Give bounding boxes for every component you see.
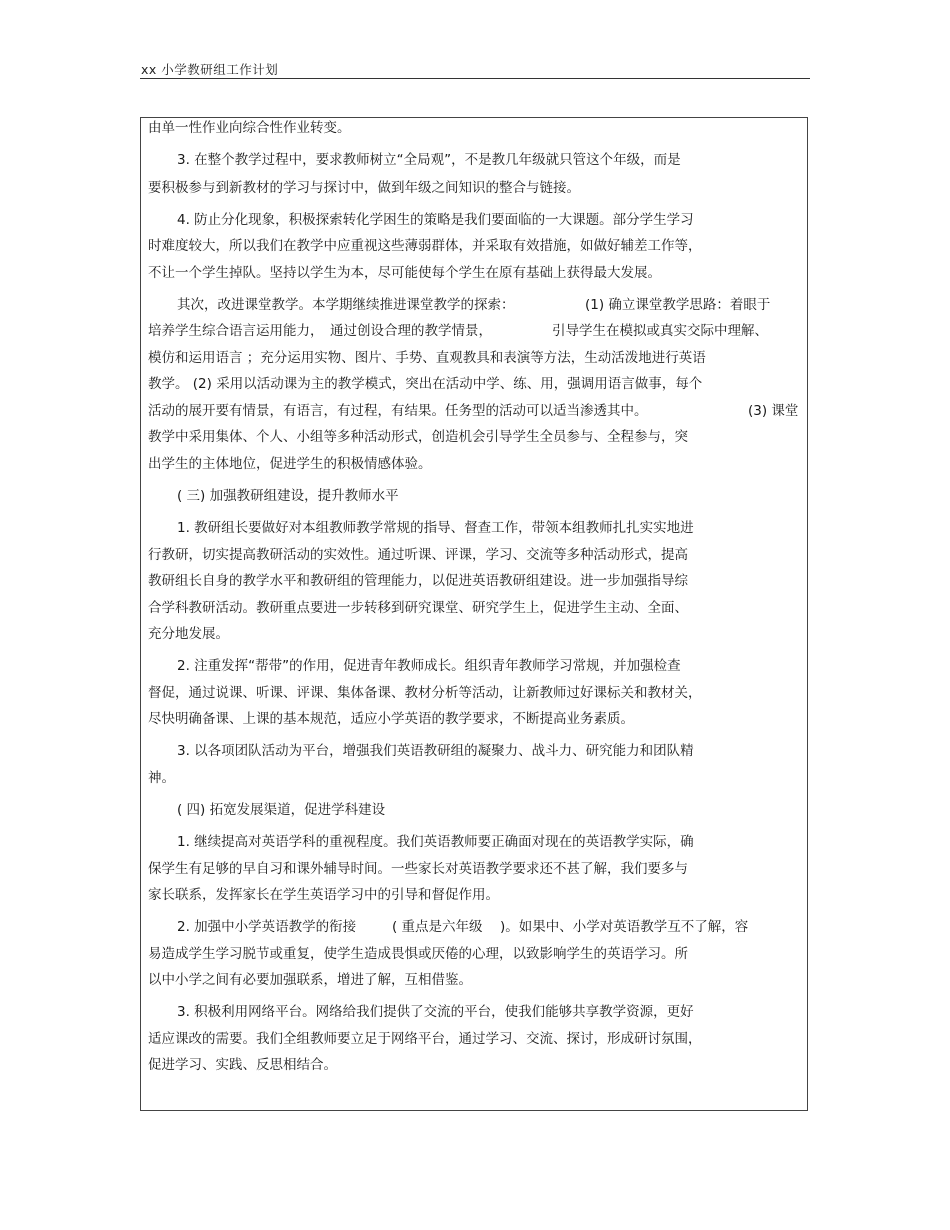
text-line: 2. 加强中小学英语教学的衔接 bbox=[177, 919, 357, 935]
text-line: 由单一性作业向综合性作业转变。 bbox=[148, 120, 351, 136]
text-line: 行教研，切实提高教研活动的实效性。通过听课、评课，学习、交流等多种活动形式，提高 bbox=[148, 547, 688, 563]
text-line: 以中小学之间有必要加强联系，增进了解，互相借鉴。 bbox=[148, 972, 472, 988]
text-line: 出学生的主体地位，促进学生的积极情感体验。 bbox=[148, 456, 432, 472]
text-line: 1. 继续提高对英语学科的重视程度。我们英语教师要正确面对现在的英语教学实际，确 bbox=[177, 834, 694, 850]
text-line: 尽快明确备课、上课的基本规范，适应小学英语的教学要求，不断提高业务素质。 bbox=[148, 711, 634, 727]
text-line: 教学。 (2) 采用以活动课为主的教学模式，突出在活动中学、练、用，强调用语言做事，每个 bbox=[148, 376, 703, 392]
text-line: 适应课改的需要。我们全组教师要立足于网络平台，通过学习、交流、探讨，形成研讨氛围， bbox=[148, 1031, 702, 1047]
text-line: 不让一个学生掉队。坚持以学生为本，尽可能使每个学生在原有基础上获得最大发展。 bbox=[148, 265, 661, 281]
text-line: 教研组长自身的教学水平和教研组的管理能力，以促进英语教研组建设。进一步加强指导综 bbox=[148, 573, 688, 589]
text-line: ( 三) 加强教研组建设，提升教师水平 bbox=[177, 488, 399, 504]
text-line: 时难度较大，所以我们在教学中应重视这些薄弱群体，并采取有效措施，如做好辅差工作等， bbox=[148, 238, 702, 254]
text-line: 2. 注重发挥“帮带”的作用，促进青年教师成长。组织青年教师学习常规，并加强检查 bbox=[177, 658, 681, 674]
text-line: 3. 在整个教学过程中，要求教师树立“全局观”，不是教几年级就只管这个年级，而是 bbox=[177, 152, 681, 168]
text-line: 督促，通过说课、听课、评课、集体备课、教材分析等活动，让新教师过好课标关和教材关， bbox=[148, 685, 702, 701]
text-line: (3) 课堂 bbox=[748, 403, 799, 419]
text-line: ( 重点是六年级 bbox=[392, 919, 483, 935]
text-line: 活动的展开要有情景，有语言，有过程，有结果。任务型的活动可以适当渗透其中。 bbox=[148, 403, 648, 419]
text-line: ( 四) 拓宽发展渠道，促进学科建设 bbox=[177, 802, 386, 818]
text-line: 3. 以各项团队活动为平台，增强我们英语教研组的凝聚力、战斗力、研究能力和团队精 bbox=[177, 743, 694, 759]
text-line: 培养学生综合语言运用能力， bbox=[148, 323, 324, 339]
text-line: 通过创设合理的教学情景， bbox=[330, 323, 492, 339]
text-line: 充分地发展。 bbox=[148, 626, 229, 642]
header-divider bbox=[140, 78, 810, 79]
text-line: 引导学生在模拟或真实交际中理解、 bbox=[552, 323, 768, 339]
text-line: 教学中采用集体、个人、小组等多种活动形式，创造机会引导学生全员参与、全程参与，突 bbox=[148, 429, 688, 445]
text-line: (1) 确立课堂教学思路：着眼于 bbox=[585, 297, 771, 313]
text-line: 3. 积极利用网络平台。网络给我们提供了交流的平台，使我们能够共享教学资源，更好 bbox=[177, 1004, 694, 1020]
text-line: 合学科教研活动。教研重点要进一步转移到研究课堂、研究学生上，促进学生主动、全面、 bbox=[148, 600, 688, 616]
text-line: 1. 教研组长要做好对本组教师教学常规的指导、督查工作，带领本组教师扎扎实实地进 bbox=[177, 520, 694, 536]
text-line: 要积极参与到新教材的学习与探讨中，做到年级之间知识的整合与链接。 bbox=[148, 180, 580, 196]
text-line: )。如果中、小学对英语教学互不了解，容 bbox=[500, 919, 749, 935]
text-line: 家长联系，发挥家长在学生英语学习中的引导和督促作用。 bbox=[148, 887, 499, 903]
text-line: 促进学习、实践、反思相结合。 bbox=[148, 1057, 337, 1073]
text-line: 易造成学生学习脱节或重复，使学生造成畏惧或厌倦的心理，以致影响学生的英语学习。所 bbox=[148, 946, 688, 962]
text-line: 模仿和运用语言 ；充分运用实物、图片、手势、直观教具和表演等方法，生动活泼地进行英语 bbox=[148, 350, 706, 366]
text-line: 4. 防止分化现象，积极探索转化学困生的策略是我们要面临的一大课题。部分学生学习 bbox=[177, 212, 694, 228]
page-header-title: xx 小学教研组工作计划 bbox=[141, 62, 279, 77]
text-line: 其次，改进课堂教学。本学期继续推进课堂教学的探索： bbox=[177, 297, 515, 313]
text-line: 保学生有足够的早自习和课外辅导时间。一些家长对英语教学要求还不甚了解，我们要多与 bbox=[148, 861, 688, 877]
text-line: 神。 bbox=[148, 770, 175, 786]
